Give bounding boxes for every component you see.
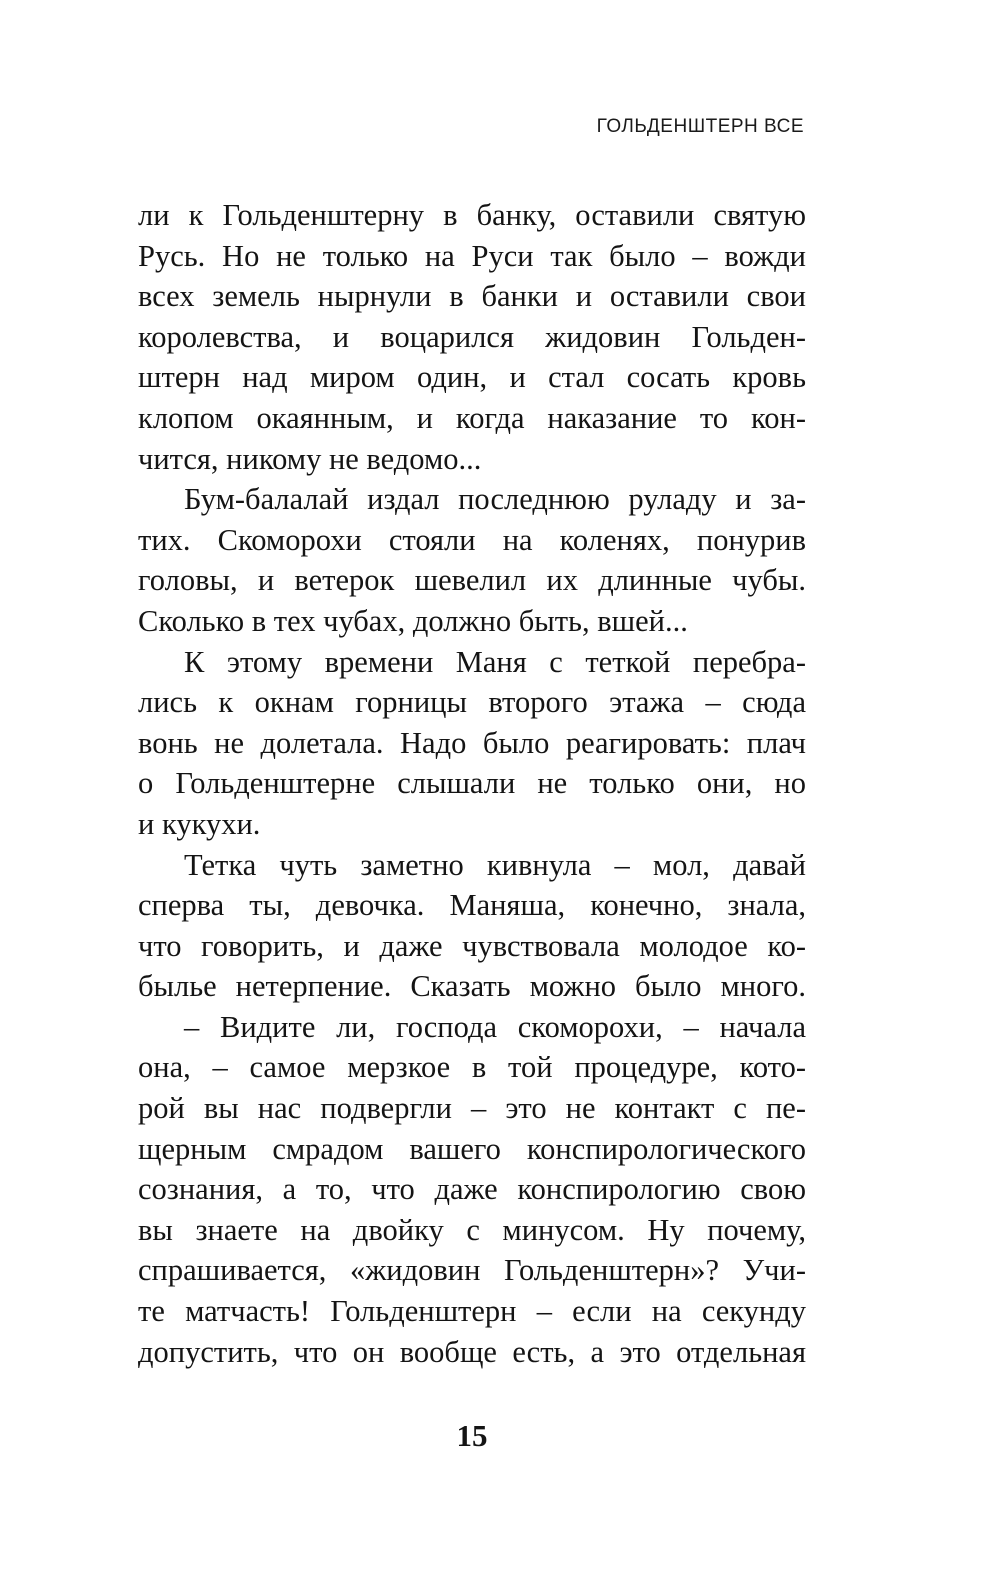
text-line: те матчасть! Гольденштерн – если на секунду — [138, 1294, 806, 1329]
running-header: ГОЛЬДЕНШТЕРН ВСЕ — [596, 116, 804, 137]
text-line: она, – самое мерзкое в той процедуре, кото- — [138, 1050, 806, 1085]
text-line: вонь не долетала. Надо было реагировать: плач — [138, 725, 806, 760]
text-line: – Видите ли, господа скоморохи, – начала — [184, 1009, 806, 1044]
text-line: клопом окаянным, и когда наказание то кон- — [138, 400, 806, 435]
text-line: Русь. Но не только на Руси так было – вожди — [138, 238, 806, 273]
text-line: всех земель нырнули в банки и оставили свои — [138, 279, 806, 314]
text-line: К этому времени Маня с теткой перебра- — [184, 644, 806, 679]
text-line: и кукухи. — [138, 806, 261, 841]
text-line: допустить, что он вообще есть, а это отдельная — [138, 1334, 806, 1369]
text-line: лись к окнам горницы второго этажа – сюда — [138, 685, 806, 720]
text-line: Бум-балалай издал последнюю руладу и за- — [184, 482, 806, 517]
text-line: что говорить, и даже чувствовала молодое ко- — [138, 928, 806, 963]
text-line: щерным смрадом вашего конспирологического — [138, 1131, 806, 1166]
page-number: 15 — [456, 1418, 488, 1453]
text-line: сознания, а то, что даже конспирологию свою — [138, 1172, 806, 1207]
text-line: былье нетерпение. Сказать можно было много. — [138, 969, 806, 1004]
text-line: сперва ты, девочка. Маняша, конечно, знала, — [138, 888, 806, 923]
text-line: чится, никому не ведомо... — [138, 441, 482, 476]
text-line: вы знаете на двойку с минусом. Ну почему, — [138, 1212, 806, 1247]
text-line: штерн над миром один, и стал сосать кровь — [138, 360, 806, 395]
text-line: о Гольденштерне слышали не только они, но — [138, 766, 806, 801]
text-line: рой вы нас подвергли – это не контакт с пе- — [138, 1091, 806, 1126]
text-line: Тетка чуть заметно кивнула – мол, давай — [184, 847, 806, 882]
text-line: спрашивается, «жидовин Гольденштерн»? Учи- — [138, 1253, 806, 1288]
text-line: Сколько в тех чубах, должно быть, вшей... — [138, 603, 688, 638]
text-line: ли к Гольденштерну в банку, оставили святую — [138, 198, 806, 232]
body-text — [138, 195, 806, 1372]
text-line: головы, и ветерок шевелил их длинные чубы. — [138, 563, 806, 598]
text-line: королевства, и воцарился жидовин Гольден- — [138, 319, 806, 354]
text-line: тих. Скоморохи стояли на коленях, понурив — [138, 522, 806, 557]
